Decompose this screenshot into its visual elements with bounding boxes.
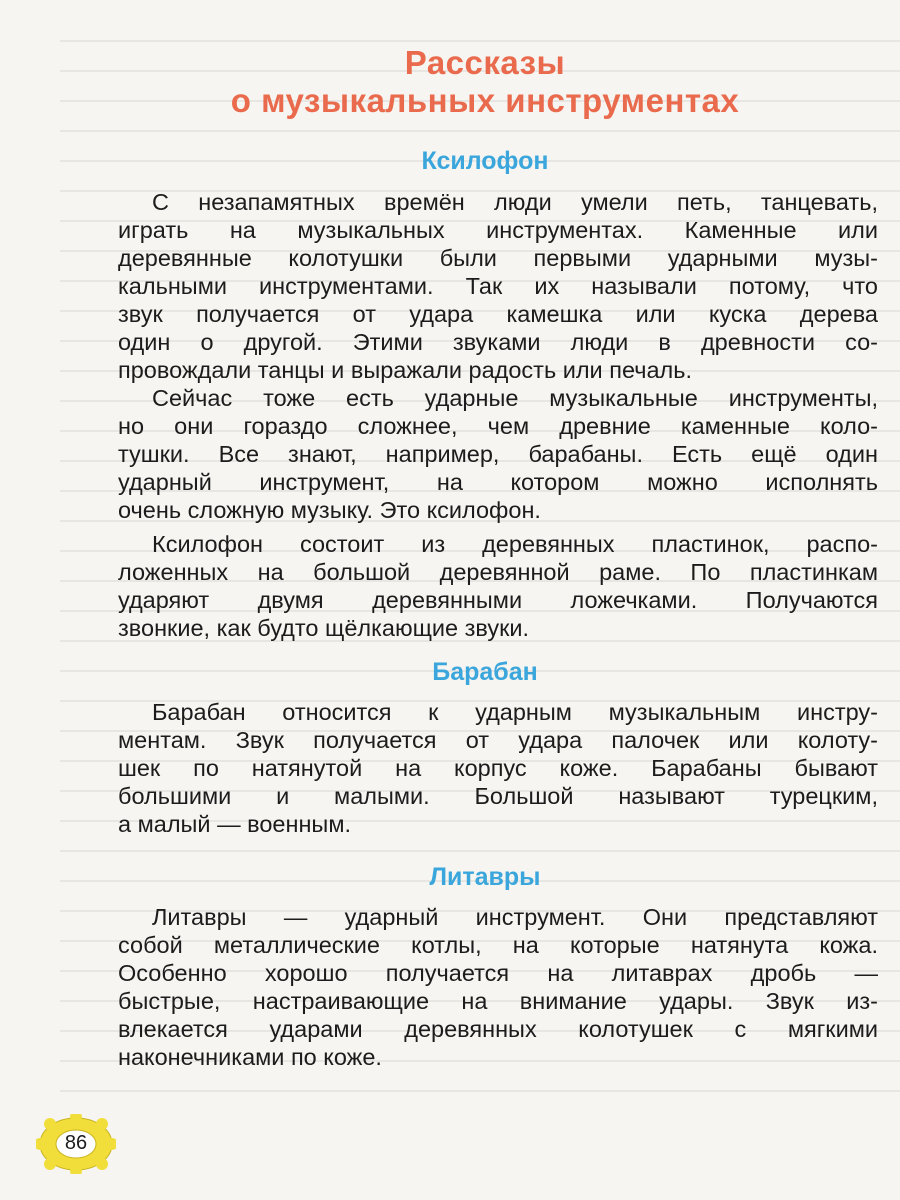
text-line: ложенных на большой деревянной раме. По пластинкам [118,559,878,585]
page-number: 86 [64,1132,88,1154]
text-line: Ксилофон состоит из деревянных пластинок, распо- [152,531,878,557]
section-body-drum [118,698,878,838]
text-line: С незапамятных времён люди умели петь, танцевать, [152,189,878,215]
text-line: очень сложную музыку. Это ксилофон. [118,497,541,523]
text-line: влекается ударами деревянных колотушек с мягкими [118,1016,878,1042]
text-line: шек по натянутой на корпус коже. Барабаны бывают [118,755,878,781]
text-line: тушки. Все знают, например, барабаны. Есть ещё один [118,441,878,467]
text-line: играть на музыкальных инструментах. Каменные или [118,217,878,243]
page-title-line-2: о музыкальных инструментах [230,82,740,119]
text-line: звук получается от удара камешка или куска дерева [118,301,878,327]
page-title [0,44,900,120]
text-line: Литавры — ударный инструмент. Они представляют [152,904,878,930]
section-heading-drum: Барабан [432,658,538,686]
text-line: ментам. Звук получается от удара палочек или колоту- [118,727,878,753]
text-line: наконечниками по коже. [118,1044,382,1070]
text-line: деревянные колотушки были первыми ударными музы- [118,245,878,271]
text-line: большими и малыми. Большой называют турецким, [118,783,878,809]
section-heading-xylophone: Ксилофон [421,147,549,175]
text-line: провождали танцы и выражали радость или печаль. [118,357,693,383]
text-line: Барабан относится к ударным музыкальным инстру- [152,699,878,725]
text-line: ударяют двумя деревянными ложечками. Получаются [118,587,878,613]
text-line: а малый — военным. [118,811,352,837]
text-line: Сейчас тоже есть ударные музыкальные инструменты, [152,385,878,411]
page-number-badge [36,1114,116,1174]
text-line: один о другой. Этими звуками люди в древности со- [118,329,878,355]
page-title-line-1: Рассказы [404,44,566,81]
text-line: но они гораздо сложнее, чем древние каменные коло- [118,413,878,439]
text-line: Особенно хорошо получается на литаврах дробь — [118,960,878,986]
text-line: звонкие, как будто щёлкающие звуки. [118,615,530,641]
section-body-timpani [118,903,878,1071]
text-line: быстрые, настраивающие на внимание удары. Звук из- [118,988,878,1014]
text-line: ударный инструмент, на котором можно исполнять [118,469,878,495]
text-line: собой металлические котлы, на которые натянута кожа. [118,932,878,958]
section-heading-timpani: Литавры [429,863,541,891]
text-line: кальными инструментами. Так их называли потому, что [118,273,878,299]
section-body-xylophone [118,188,878,642]
